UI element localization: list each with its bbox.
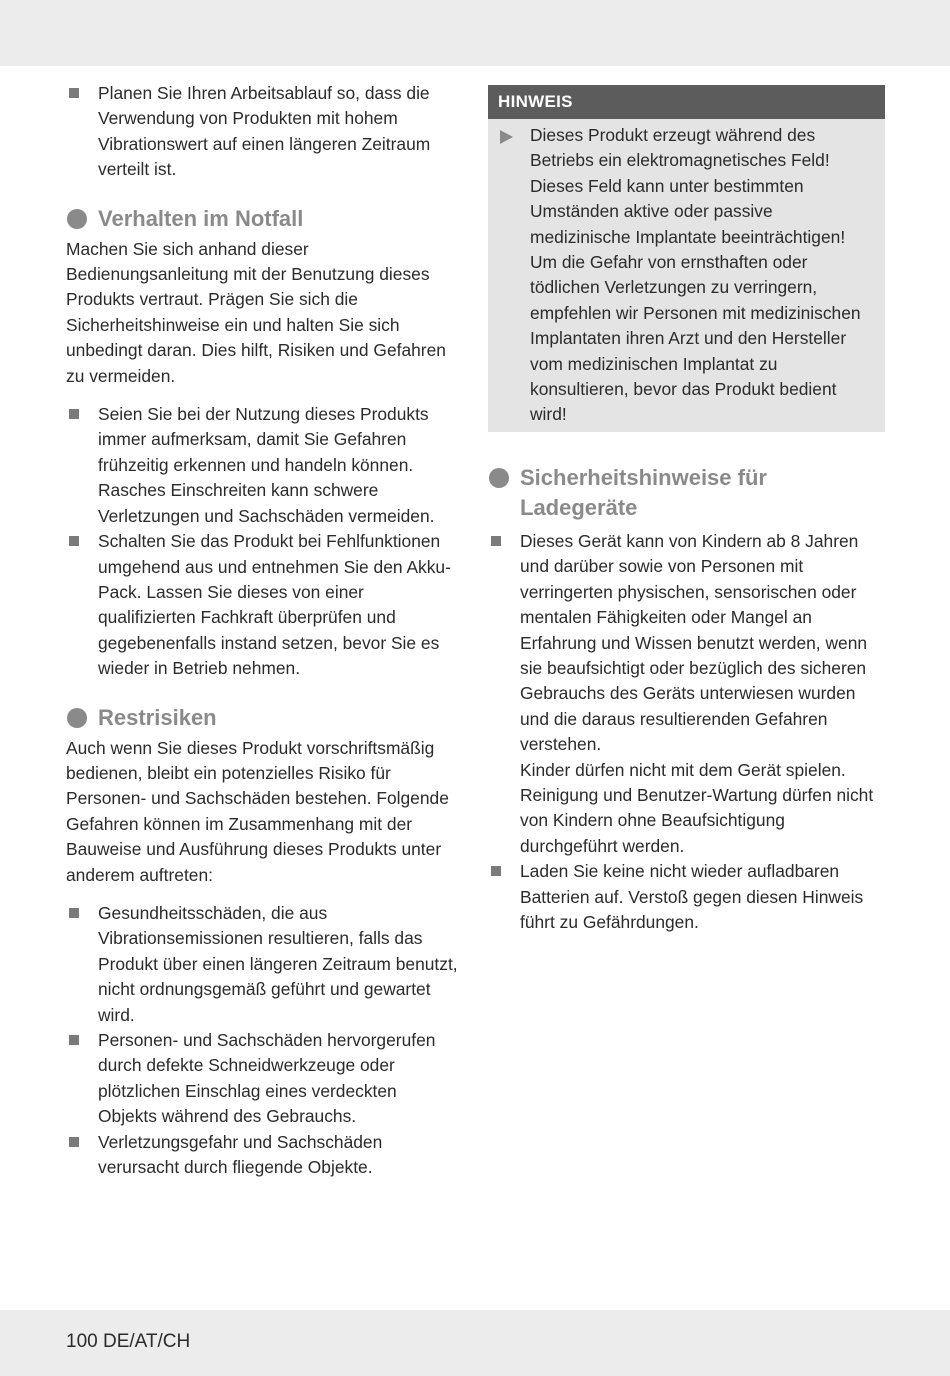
list-item-text: Schalten Sie das Produkt bei Fehlfunktionen umgehend aus und entnehmen Sie den Akku-Pack. Lassen Sie dieses von einer qualifizierten Fachkraft überprüfen und gegebenenfalls instand setzen, bevor Sie es wieder in Betrieb nehmen. [98,531,451,679]
circle-bullet-icon [67,209,87,229]
square-bullet-icon [69,88,79,98]
list-item [66,901,458,1028]
section-title-line1: Sicherheitshinweise für [520,464,767,490]
list-item-text: Dieses Gerät kann von Kindern ab 8 Jahren und darüber sowie von Personen mit verringerten physischen, sensorischen oder mentalen Fähigkeiten oder Mangel an Erfahrung und Wissen benutzt werden, wenn sie beaufsichtigt oder bezüglich des sicheren Gebrauchs des Geräts unterwiesen wurden und die daraus resultierenden Gefahren verstehen. [520,530,868,755]
restrisiken-bullet-list [66,901,458,1180]
list-item [488,529,885,859]
section-heading-notfall [66,204,458,234]
square-bullet-icon [69,908,79,918]
ladegeraete-bullet-list [488,529,885,936]
square-bullet-icon [491,536,501,546]
list-item-text: Kinder dürfen nicht mit dem Gerät spielen. [520,759,846,780]
list-item-text: Laden Sie keine nicht wieder aufladbaren Batterien auf. Verstoß gegen diesen Hinweis führt zu Gefährdungen. [520,861,864,932]
section-heading-ladegeraete [488,463,885,523]
right-column [488,85,885,935]
notice-heading: HINWEIS [488,85,885,119]
square-bullet-icon [491,866,501,876]
notice-text: Dieses Produkt erzeugt während des Betriebs ein elektromagnetisches Feld! Dieses Feld kann unter bestimmten Umständen aktive oder passive medizinische Implantate beeinträchtigen! Um die Gefahr von ernsthaften oder tödlichen Verletzungen zu verringern, empfehlen wir Personen mit medizinischen Implantaten ihren Arzt und den Hersteller vom medizinischen Implantat zu konsultieren, bevor das Produkt bedient wird! [530,125,861,425]
list-item [66,529,458,681]
section-title: Verhalten im Notfall [98,205,304,231]
section-paragraph: Machen Sie sich anhand dieser Bedienungsanleitung mit der Benutzung dieses Produkts vertraut. Prägen Sie sich die Sicherheitshinweise ein und halten Sie sich unbedingt daran. Dies hilft, Risiken und Gefahren zu vermeiden. [66,238,446,386]
notice-box [488,85,885,432]
section-title-line2: Ladegeräte [520,494,638,520]
list-item [66,1130,458,1181]
section-paragraph: Auch wenn Sie dieses Produkt vorschriftsmäßig bedienen, bleibt ein potenzielles Risiko für Personen- und Sachschäden bestehen. Folgende Gefahren können im Zusammenhang mit der Bauweise und Ausführung dieses Produkts unter anderem auftreten: [66,737,449,885]
list-item [66,81,458,183]
list-item [488,859,885,935]
circle-bullet-icon [489,468,509,488]
section-title: Restrisiken [98,704,217,730]
list-item [66,1028,458,1130]
list-item-text: Reinigung und Benutzer-Wartung dürfen nicht von Kindern ohne Beaufsichtigung durchgeführt werden. [520,784,874,856]
section-heading-restrisiken [66,703,458,733]
intro-bullet-list [66,81,458,183]
circle-bullet-icon [67,708,87,728]
notfall-bullet-list [66,402,458,681]
list-item-text: Seien Sie bei der Nutzung dieses Produkts immer aufmerksam, damit Sie Gefahren frühzeitig erkennen und handeln können. Rasches Einschreiten kann schwere Verletzungen und Sachschäden vermeiden. [98,404,435,526]
left-column [66,81,458,1180]
header-band [0,0,950,66]
square-bullet-icon [69,409,79,419]
notice-body [488,119,885,428]
list-item-text: Verletzungsgefahr und Sachschäden verursacht durch fliegende Objekte. [98,1131,383,1178]
list-item [66,402,458,529]
square-bullet-icon [69,536,79,546]
triangle-arrow-icon [500,130,513,144]
list-item-text: Personen- und Sachschäden hervorgerufen durch defekte Schneidwerkzeuge oder plötzlichen Einschlag eines verdeckten Objekts während des Gebrauchs. [98,1030,436,1127]
page-number: 100 DE/AT/CH [66,1331,191,1352]
list-item-text: Gesundheitsschäden, die aus Vibrationsemissionen resultieren, falls das Produkt über einen längeren Zeitraum benutzt, nicht ordnungsgemäß geführt und gewartet wird. [98,902,458,1025]
square-bullet-icon [69,1137,79,1147]
list-item-text: Planen Sie Ihren Arbeitsablauf so, dass die Verwendung von Produkten mit hohem Vibrationswert auf einen längeren Zeitraum verteilt ist. [98,83,431,180]
square-bullet-icon [69,1035,79,1045]
